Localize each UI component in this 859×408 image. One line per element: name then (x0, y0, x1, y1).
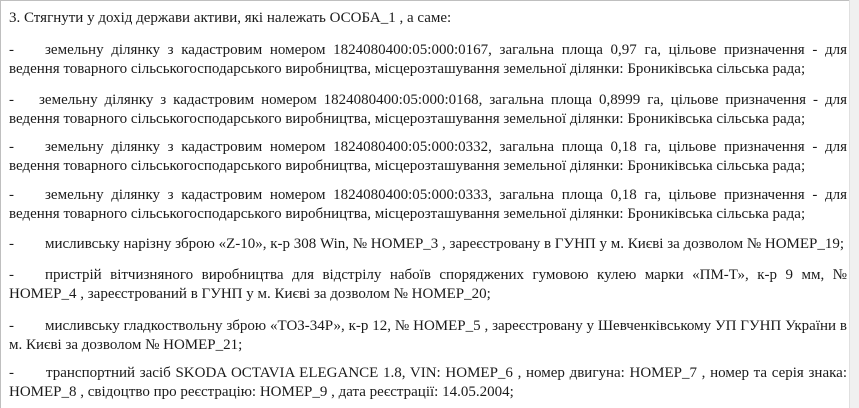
list-item (9, 364, 847, 402)
list-item (9, 91, 847, 129)
list-item (9, 186, 847, 224)
list-item (9, 235, 847, 254)
list-item-dash: - (9, 365, 14, 381)
list-item (9, 41, 847, 79)
list-item-dash: - (9, 236, 14, 252)
list-item-dash: - (9, 92, 14, 108)
vertical-scrollbar[interactable] (849, 0, 859, 408)
list-item (9, 266, 847, 304)
list-item-text: пристрій вітчизняного виробництва для відстрілу набоїв споряджених гумовою кулею марки «ПМ-Т», к-р 9 мм, № НОМЕР_4 , зареєстрований в ГУНП у м. Києві за дозволом № НОМЕР_20; (9, 267, 847, 302)
list-item-dash: - (9, 267, 14, 283)
list-item-text: транспортний засіб SKODA OCTAVIA ELEGANCE 1.8, VIN: НОМЕР_6 , номер двигуна: НОМЕР_7 , номер та серія знака: НОМЕР_8 , свідоцтво про реєстрацію: НОМЕР_9 , дата реєстрації: 14.05.2004; (9, 365, 847, 400)
list-item (9, 138, 847, 176)
list-item-text: мисливську нарізну зброю «Z-10», к-р 308 Win, № НОМЕР_3 , зареєстровану в ГУНП у м. Києві за дозволом № НОМЕР_19; (45, 236, 845, 252)
list-item-dash: - (9, 318, 14, 334)
list-item-text: земельну ділянку з кадастровим номером 1824080400:05:000:0332, загальна площа 0,18 га, цільове призначення - для ведення товарного сільськогосподарського виробництва, місцерозташування земельної ділянки: Брониківська сільська рада; (9, 139, 847, 174)
document-heading: 3. Стягнути у дохід держави активи, які належать ОСОБА_1 , а саме: (9, 10, 452, 26)
list-item-text: земельну ділянку з кадастровим номером 1824080400:05:000:0168, загальна площа 0,8999 га, цільове призначення - для ведення товарного сільськогосподарського виробництва, місцерозташування земельної ділянки: Брониківська сільська рада; (9, 92, 847, 127)
list-item-dash: - (9, 139, 14, 155)
list-item-text: земельну ділянку з кадастровим номером 1824080400:05:000:0333, загальна площа 0,18 га, цільове призначення - для ведення товарного сільськогосподарського виробництва, місцерозташування земельної ділянки: Брониківська сільська рада; (9, 187, 847, 222)
list-item (9, 317, 847, 355)
list-item-text: мисливську гладкоствольну зброю «ТОЗ-34Р», к-р 12, № НОМЕР_5 , зареєстровану у Шевченківському УП ГУНП України в м. Києві за дозволом № НОМЕР_21; (9, 318, 847, 353)
list-item-dash: - (9, 42, 14, 58)
list-item-dash: - (9, 187, 14, 203)
list-item-text: земельну ділянку з кадастровим номером 1824080400:05:000:0167, загальна площа 0,97 га, цільове призначення - для ведення товарного сільськогосподарського виробництва, місцерозташування земельної ділянки: Брониківська сільська рада; (9, 42, 847, 77)
